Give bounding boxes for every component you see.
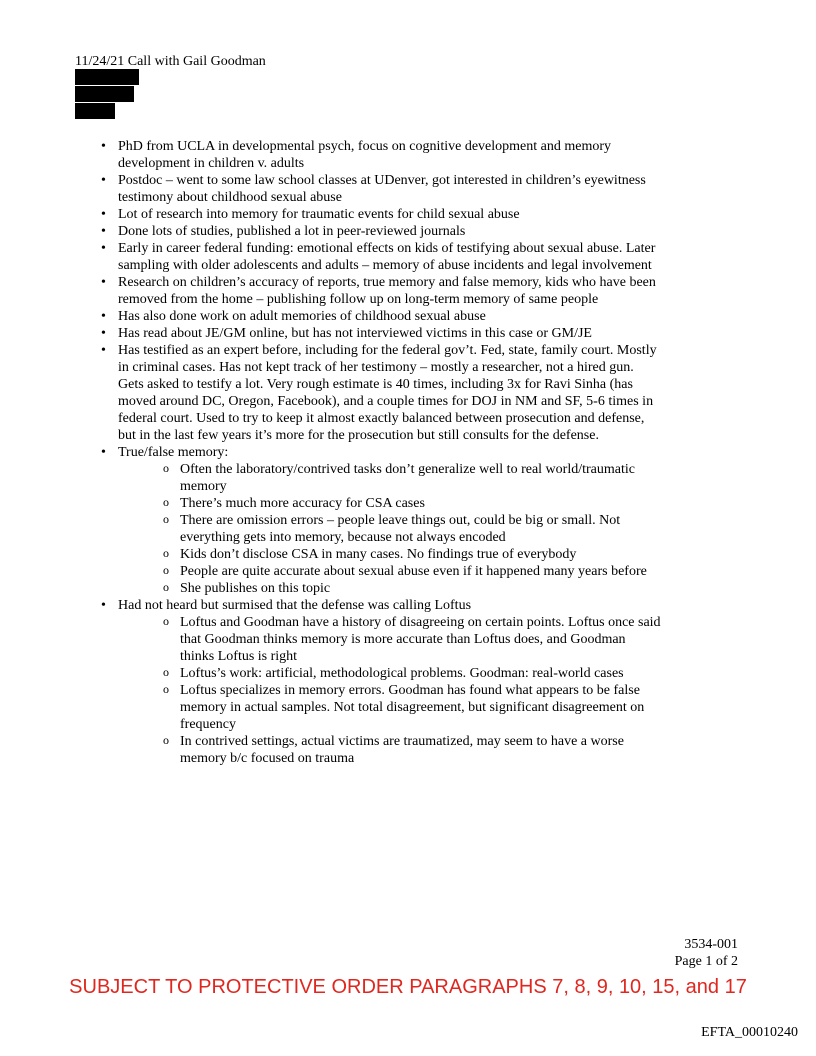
sub-note-item: o There’s much more accuracy for CSA cases [163,495,661,512]
note-item: • PhD from UCLA in developmental psych, focus on cognitive development and memory development in children v. adults [101,138,661,172]
note-item: • Has also done work on adult memories of childhood sexual abuse [101,308,661,325]
sub-note-item: o Loftus and Goodman have a history of disagreeing on certain points. Loftus once said that Goodman thinks memory is more accurate than Loftus does, and Goodman thinks Loftus is right [163,614,661,665]
note-item: • Done lots of studies, published a lot in peer-reviewed journals [101,223,661,240]
note-item-true-false-memory: • True/false memory: o Often the laboratory/contrived tasks don’t generalize well to real world/traumatic memory o There’s much more accuracy for CSA cases o There are omission errors – people leave things out, could be big or small. Not everything gets into memory, because not always encoded o Kids don’t disclose CSA in many cases. No findings true of everybody o People are quite accurate about sexual abuse even if it happened many years before o She publishes on this topic [101,444,661,597]
note-item: • Has testified as an expert before, including for the federal gov’t. Fed, state, family court. Mostly in criminal cases. Has not kept track of her testimony – mostly a researcher, not a hired gun. Gets asked to testify a lot. Very rough estimate is 40 times, including 3x for Ravi Sinha (has moved around DC, Oregon, Facebook), and a couple times for DOJ in NM and SF, 5-6 times in federal court. Used to try to keep it almost exactly balanced between prosecution and defense, but in the last few years it’s more for the prosecution but still consults for the defense. [101,342,661,444]
sub-note-item: o Loftus specializes in memory errors. Goodman has found what appears to be false memory in actual samples. Not total disagreement, but significant disagreement on frequency [163,682,661,733]
note-item: • Has read about JE/GM online, but has not interviewed victims in this case or GM/JE [101,325,661,342]
sub-list [118,614,661,767]
redaction-bar [75,86,134,102]
note-item: • Lot of research into memory for traumatic events for child sexual abuse [101,206,661,223]
sub-note-item: o Often the laboratory/contrived tasks don’t generalize well to real world/traumatic memory [163,461,661,495]
sub-note-item: o There are omission errors – people leave things out, could be big or small. Not everything gets into memory, because not always encoded [163,512,661,546]
note-item-loftus: • Had not heard but surmised that the defense was calling Loftus o Loftus and Goodman have a history of disagreeing on certain points. Loftus once said that Goodman thinks memory is more accurate than Loftus does, and Goodman thinks Loftus is right o Loftus’s work: artificial, methodological problems. Goodman: real-world cases o Loftus specializes in memory errors. Goodman has found what appears to be false memory in actual samples. Not total disagreement, but significant disagreement on frequency o In contrived settings, actual victims are traumatized, may seem to have a worse memory b/c focused on trauma [101,597,661,767]
page-number: Page 1 of 2 [674,954,738,969]
redaction-bar [75,103,115,119]
sub-note-item: o People are quite accurate about sexual abuse even if it happened many years before [163,563,661,580]
document-title: 11/24/21 Call with Gail Goodman [75,54,266,69]
sub-note-item: o In contrived settings, actual victims are traumatized, may seem to have a worse memory b/c focused on trauma [163,733,661,767]
redaction-bar [75,69,139,85]
note-item: • Postdoc – went to some law school classes at UDenver, got interested in children’s eyewitness testimony about childhood sexual abuse [101,172,661,206]
sub-note-item: o Loftus’s work: artificial, methodological problems. Goodman: real-world cases [163,665,661,682]
note-item: • Research on children’s accuracy of reports, true memory and false memory, kids who have been removed from the home – publishing follow up on long-term memory of same people [101,274,661,308]
sub-list [118,461,661,597]
sub-note-item: o She publishes on this topic [163,580,661,597]
protective-order-notice: SUBJECT TO PROTECTIVE ORDER PARAGRAPHS 7, 8, 9, 10, 15, and 17 [69,976,747,998]
notes-list [101,138,661,767]
sub-note-item: o Kids don’t disclose CSA in many cases. No findings true of everybody [163,546,661,563]
note-item: • Early in career federal funding: emotional effects on kids of testifying about sexual abuse. Later sampling with older adolescents and adults – memory of abuse incidents and legal involvement [101,240,661,274]
bates-number: EFTA_00010240 [701,1025,798,1040]
document-code: 3534-001 [684,937,738,952]
